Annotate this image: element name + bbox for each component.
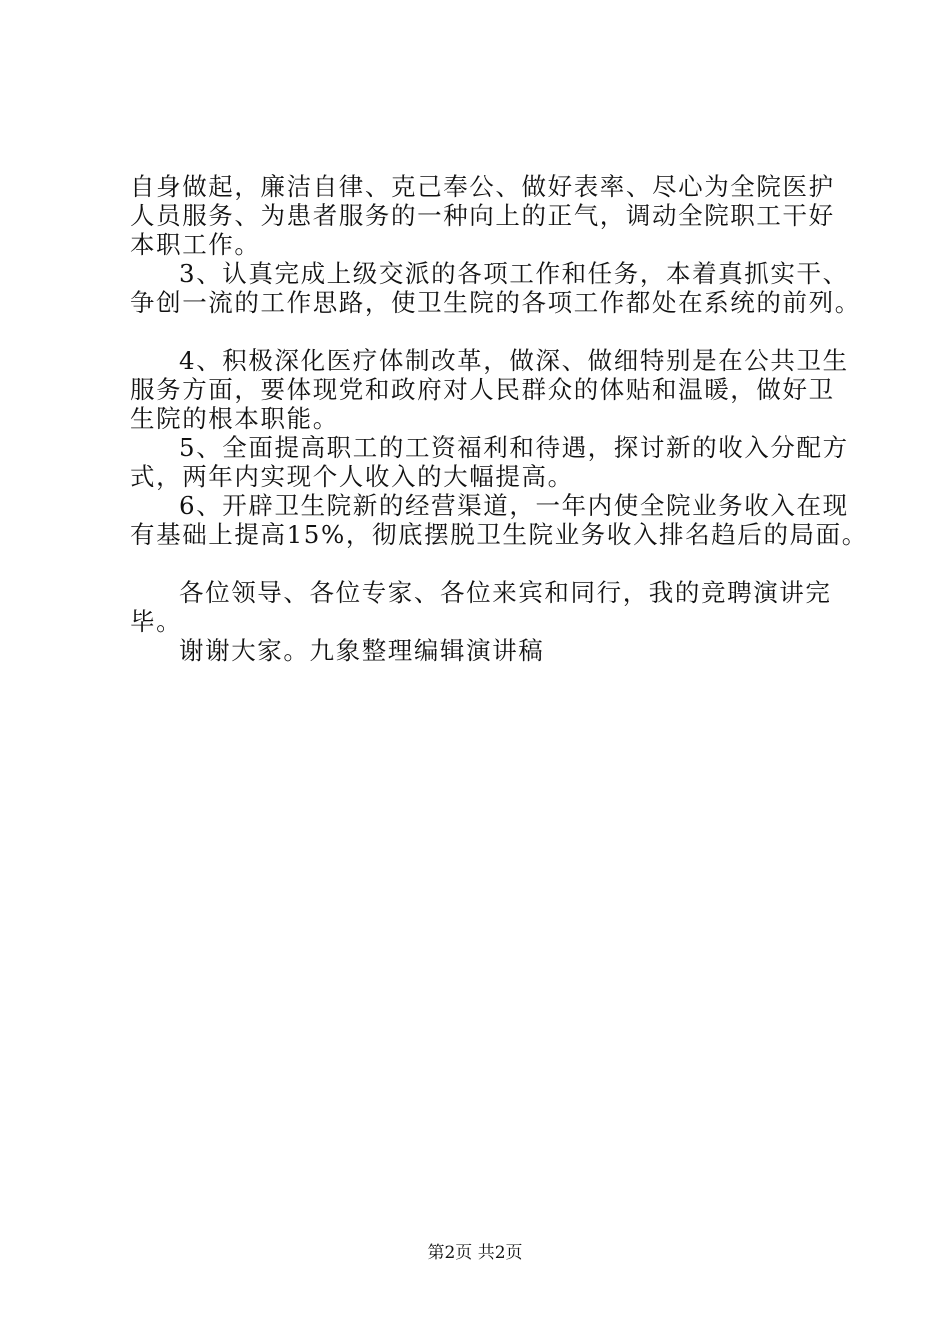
paragraph-line: 4、积极深化医疗体制改革，做深、做细特别是在公共卫生: [179, 346, 849, 375]
paragraph-line: 生院的根本职能。: [130, 404, 339, 433]
paragraph-line: 服务方面，要体现党和政府对人民群众的体贴和温暖，做好卫: [130, 375, 835, 404]
paragraph-line: 本职工作。: [130, 230, 261, 259]
paragraph-line: 毕。: [130, 607, 183, 636]
paragraph-gap: [130, 549, 850, 578]
paragraph-line: 各位领导、各位专家、各位来宾和同行，我的竞聘演讲完: [179, 578, 832, 607]
paragraph-line: 谢谢大家。九象整理编辑演讲稿: [179, 636, 545, 665]
paragraph-line: 5、全面提高职工的工资福利和待遇，探讨新的收入分配方: [179, 433, 849, 462]
paragraph-line: 3、认真完成上级交派的各项工作和任务，本着真抓实干、: [179, 259, 849, 288]
paragraph-line: 自身做起，廉洁自律、克己奉公、做好表率、尽心为全院医护: [130, 172, 835, 201]
page-number-footer: 第2页 共2页: [427, 1243, 523, 1263]
paragraph-line: 争创一流的工作思路，使卫生院的各项工作都处在系统的前列。: [130, 288, 861, 317]
paragraph-line: 式，两年内实现个人收入的大幅提高。: [130, 462, 574, 491]
paragraph-line: 6、开辟卫生院新的经营渠道，一年内使全院业务收入在现: [179, 491, 849, 520]
paragraph-line: 人员服务、为患者服务的一种向上的正气，调动全院职工干好: [130, 201, 835, 230]
paragraph-gap: [130, 317, 850, 346]
paragraph-line: 有基础上提高15%，彻底摆脱卫生院业务收入排名趋后的局面。: [130, 520, 868, 549]
document-body: [130, 172, 868, 665]
